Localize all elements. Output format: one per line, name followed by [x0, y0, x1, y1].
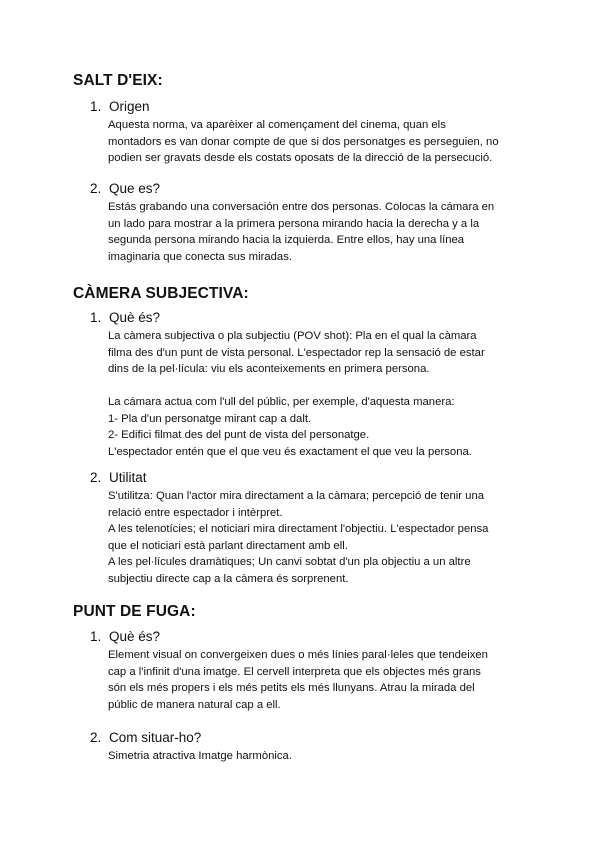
text-line: montadors es van donar compte de que si dos personatges es perseguien, no — [108, 135, 499, 148]
text-line: Aquesta norma, va aparèixer al començament del cinema, quan els — [108, 119, 446, 131]
text-line: cap a l'infinit d'una imatge. El cervell interpreta que els objectes més grans — [108, 665, 481, 678]
list-heading-text: Origen — [109, 99, 150, 114]
list-item-heading — [90, 181, 160, 196]
list-heading-text: Que es? — [109, 181, 161, 196]
paragraph — [108, 647, 538, 713]
list-heading-text: Utilitat — [109, 470, 147, 485]
list-number: 1. — [90, 629, 102, 644]
text-line: L'espectador entén que el que veu és exactament el que veu la persona. — [108, 445, 472, 458]
text-line: La cámara actua com l'ull del públic, per exemple, d'aquesta manera: — [108, 396, 455, 408]
list-number: 2. — [90, 730, 102, 745]
text-line: Element visual on convergeixen dues o més línies paral·leles que tendeixen — [108, 649, 488, 661]
list-item-heading — [90, 629, 160, 644]
paragraph-gap — [108, 378, 538, 395]
list-item-heading — [90, 99, 150, 114]
paragraph — [108, 199, 538, 265]
paragraph — [108, 328, 538, 460]
paragraph — [108, 748, 538, 765]
list-item-heading — [90, 730, 201, 745]
list-item-heading — [90, 470, 147, 485]
section-title: CÀMERA SUBJECTIVA: — [73, 285, 249, 302]
list-number: 2. — [90, 470, 102, 485]
text-line: són els més propers i els més petits els més llunyans. Atrau la mirada del — [108, 682, 475, 694]
section-title: SALT D'EIX: — [73, 72, 163, 89]
text-line: imaginaria que conecta sus miradas. — [108, 250, 292, 263]
text-line: un lado para mostrar a la primera persona mirando hacia la derecha y a la — [108, 217, 480, 230]
text-line: 2- Edifici filmat des del punt de vista del personatge. — [108, 429, 370, 441]
list-number: 1. — [90, 310, 102, 325]
text-line: 1- Pla d'un personatge mirant cap a dalt. — [108, 412, 312, 425]
paragraph — [108, 488, 538, 587]
text-line: dins de la pel·lícula: viu els aconteixements en primera persona. — [108, 363, 430, 375]
text-line: subjectiu directe cap a la càmera és sorprenent. — [108, 572, 349, 585]
list-heading-text: Com situar-ho? — [109, 730, 202, 745]
text-line: podien ser gravats desde els costats oposats de la direcció de la persecució. — [108, 152, 493, 164]
list-item-heading — [90, 310, 160, 325]
list-number: 1. — [90, 99, 102, 114]
text-line: Estás grabando una conversación entre dos personas. Colocas la cámara en — [108, 201, 495, 213]
paragraph — [108, 117, 538, 167]
text-line: S'utilitza: Quan l'actor mira directament a la càmara; percepció de tenir una — [108, 490, 485, 502]
text-line: La càmera subjectiva o pla subjectiu (POV shot): Pla en el qual la càmara — [108, 330, 477, 342]
list-heading-text: Què és? — [109, 629, 161, 644]
text-line: A les pel·lícules dramàtiques; Un canvi sobtat d'un pla objectiu a un altre — [108, 556, 471, 568]
text-line: relació entre espectador i intèrpret. — [108, 506, 283, 519]
text-line: Simetria atractiva Imatge harmònica. — [108, 750, 292, 762]
text-line: A les telenotícies; el noticiari mira directament l'objectiu. L'espectador pensa — [108, 523, 489, 535]
section-title: PUNT DE FUGA: — [73, 603, 196, 620]
list-heading-text: Què és? — [109, 310, 161, 325]
list-number: 2. — [90, 181, 102, 196]
text-line: que el noticiari està parlant directament amb ell. — [108, 539, 348, 552]
text-line: segunda persona mirando hacia la izquierda. Entre ellos, hay una línea — [108, 234, 465, 246]
text-line: filma des d'un punt de vista personal. L'espectador rep la sensació de estar — [108, 346, 485, 359]
text-line: públic de manera natural cap a ell. — [108, 698, 281, 711]
